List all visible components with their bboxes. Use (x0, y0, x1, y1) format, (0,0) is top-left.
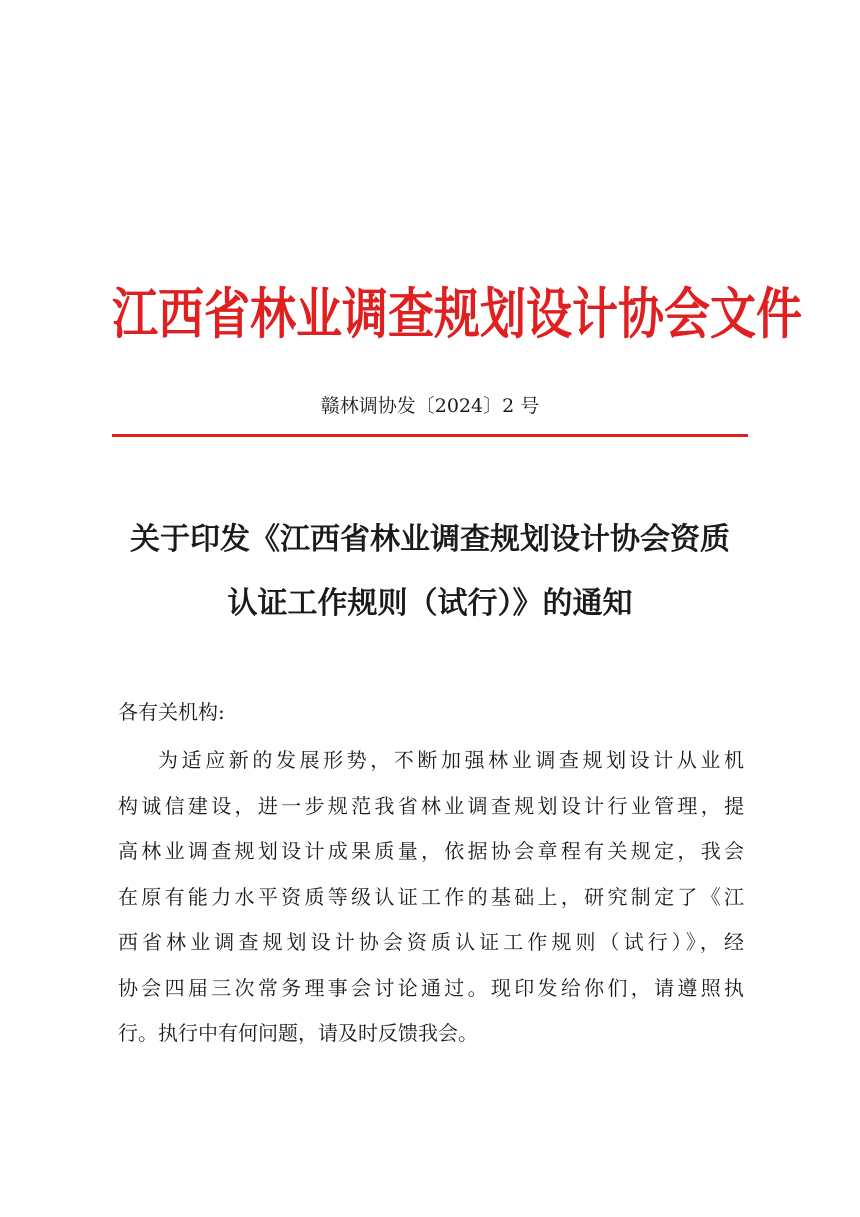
issuer-masthead: 江西省林业调查规划设计协会文件 (112, 281, 802, 347)
body-line: 为适应新的发展形势，不断加强林业调查规划设计从业机 (158, 748, 744, 772)
salutation: 各有关机构: (118, 700, 225, 724)
notice-title (112, 508, 748, 636)
red-divider-line (112, 434, 748, 437)
body-line: 在原有能力水平资质等级认证工作的基础上，研究制定了《江 (118, 884, 744, 909)
body-line: 协会四届三次常务理事会讨论通过。现印发给你们，请遵照执 (118, 975, 744, 1000)
notice-title-line-2: 认证工作规则（试行）》的通知 (227, 586, 633, 621)
document-number: 赣林调协发〔2024〕2 号 (320, 395, 540, 417)
body-line: 构诚信建设，进一步规范我省林业调查规划设计行业管理，提 (118, 793, 744, 818)
body-line: 西省林业调查规划设计协会资质认证工作规则（试行）》，经 (118, 930, 744, 954)
notice-title-line-1: 关于印发《江西省林业调查规划设计协会资质 (130, 522, 730, 557)
body-line: 高林业调查规划设计成果质量，依据协会章程有关规定，我会 (118, 839, 744, 863)
body-line: 行。执行中有何问题，请及时反馈我会。 (118, 1021, 478, 1045)
notice-body (118, 738, 744, 1057)
